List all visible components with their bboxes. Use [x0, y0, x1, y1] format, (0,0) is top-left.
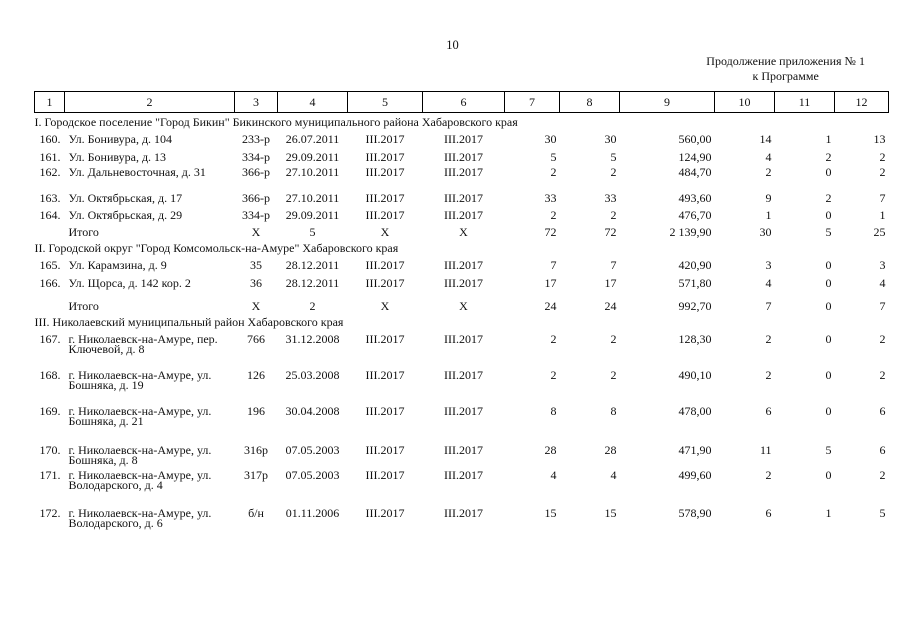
resettled-cell: 2 [610, 208, 617, 222]
private-cell: 1 [825, 506, 832, 520]
row-number: 167. [39, 332, 61, 346]
apartments-cell: 4 [765, 276, 772, 290]
municipal-cell: 6 [879, 443, 886, 457]
table-row [35, 189, 889, 206]
plan-date-cell: III.2017 [365, 150, 405, 164]
private-cell: 5 [825, 225, 832, 239]
plan-date-cell: III.2017 [365, 404, 405, 418]
table-row [35, 330, 889, 366]
decision-number-cell: 126 [247, 368, 265, 382]
municipal-cell: 2 [879, 332, 886, 346]
plan-date-cell: III.2017 [365, 165, 405, 179]
decision-number-cell: б/н [248, 506, 264, 520]
resettled-cell: 5 [610, 150, 617, 164]
resettlement-date-cell: III.2017 [444, 258, 483, 272]
address-cell: г. Николаевск-на-Амуре, ул. Бошняка, д. 21 [68, 404, 212, 428]
decision-date-cell: 28.12.2011 [285, 276, 340, 290]
table-row [35, 297, 889, 313]
private-cell: 0 [825, 208, 832, 222]
address-cell: Итого [68, 225, 99, 239]
appendix-line-1: Продолжение приложения № 1 [706, 54, 865, 68]
address-cell: Ул. Октябрьская, д. 29 [68, 208, 183, 222]
decision-date-cell: 29.09.2011 [285, 208, 340, 222]
row-number [35, 223, 65, 239]
resettlement-date-cell: III.2017 [444, 506, 483, 520]
persons-cell: 33 [544, 191, 557, 205]
area-cell: 490,10 [678, 368, 712, 382]
persons-cell: 17 [544, 276, 557, 290]
resettled-cell: 72 [604, 225, 617, 239]
decision-number-cell: 766 [247, 332, 265, 346]
decision-date-cell: 27.10.2011 [285, 191, 340, 205]
private-cell: 5 [825, 443, 832, 457]
program-table [34, 91, 889, 540]
area-cell: 499,60 [678, 468, 712, 482]
resettlement-date-cell: III.2017 [444, 404, 483, 418]
row-number: 172. [39, 506, 61, 520]
plan-date-cell: III.2017 [365, 368, 405, 382]
plan-date-cell: Х [380, 225, 390, 239]
header-cell-8: 8 [560, 92, 620, 113]
persons-cell: 2 [550, 368, 557, 382]
municipal-cell: 5 [879, 506, 886, 520]
plan-date-cell: III.2017 [365, 191, 405, 205]
area-cell: 560,00 [678, 132, 712, 146]
municipal-cell: 2 [879, 368, 886, 382]
municipal-cell: 1 [879, 208, 886, 222]
apartments-cell: 11 [759, 443, 772, 457]
decision-date-cell: 29.09.2011 [285, 150, 340, 164]
municipal-cell: 6 [879, 404, 886, 418]
persons-cell: 4 [550, 468, 557, 482]
decision-number-cell: Х [251, 299, 261, 313]
row-number: 168. [39, 368, 61, 382]
plan-date-cell: III.2017 [365, 332, 405, 346]
persons-cell: 5 [550, 150, 557, 164]
resettlement-date-cell: III.2017 [444, 468, 483, 482]
area-cell: 493,60 [678, 191, 712, 205]
plan-date-cell: III.2017 [365, 258, 405, 272]
apartments-cell: 1 [765, 208, 772, 222]
area-cell: 484,70 [678, 165, 712, 179]
section-row [35, 239, 889, 256]
table-row [35, 504, 889, 540]
resettled-cell: 15 [604, 506, 617, 520]
private-cell: 0 [825, 368, 832, 382]
table-row [35, 223, 889, 239]
persons-cell: 2 [550, 208, 557, 222]
header-cell-4: 4 [278, 92, 348, 113]
persons-cell: 8 [550, 404, 557, 418]
table-row [35, 130, 889, 148]
private-cell: 2 [825, 191, 832, 205]
section-title: I. Городское поселение "Город Бикин" Бикинского муниципального района Хабаровского края [34, 115, 518, 129]
plan-date-cell: Х [380, 299, 390, 313]
address-cell: г. Николаевск-на-Амуре, ул. Володарского, д. 6 [68, 506, 212, 530]
table-body [35, 113, 889, 541]
municipal-cell: 25 [873, 225, 886, 239]
resettlement-date-cell: III.2017 [444, 443, 483, 457]
table-header-row [35, 92, 889, 113]
area-cell: 571,80 [678, 276, 712, 290]
resettled-cell: 7 [610, 258, 617, 272]
row-number [35, 297, 65, 313]
municipal-cell: 2 [879, 468, 886, 482]
resettlement-date-cell: III.2017 [444, 332, 483, 346]
area-cell: 476,70 [678, 208, 712, 222]
plan-date-cell: III.2017 [365, 468, 405, 482]
apartments-cell: 14 [759, 132, 772, 146]
address-cell: Ул. Бонивура, д. 104 [68, 132, 173, 146]
area-cell: 2 139,90 [669, 225, 712, 239]
apartments-cell: 6 [765, 506, 772, 520]
resettled-cell: 8 [610, 404, 617, 418]
row-number: 164. [39, 208, 61, 222]
decision-date-cell: 07.05.2003 [285, 468, 340, 482]
area-cell: 578,90 [678, 506, 712, 520]
private-cell: 0 [825, 332, 832, 346]
address-cell: г. Николаевск-на-Амуре, ул. Володарского, д. 4 [68, 468, 212, 492]
apartments-cell: 7 [765, 299, 772, 313]
resettled-cell: 28 [604, 443, 617, 457]
header-cell-5: 5 [348, 92, 423, 113]
private-cell: 2 [825, 150, 832, 164]
private-cell: 0 [825, 258, 832, 272]
private-cell: 0 [825, 165, 832, 179]
decision-date-cell: 01.11.2006 [285, 506, 340, 520]
header-cell-1: 1 [35, 92, 65, 113]
row-number: 163. [39, 191, 61, 205]
address-cell: г. Николаевск-на-Амуре, ул. Бошняка, д. 8 [68, 443, 212, 467]
private-cell: 0 [825, 404, 832, 418]
resettled-cell: 2 [610, 332, 617, 346]
section-title: II. Городской округ "Город Комсомольск-на-Амуре" Хабаровского края [34, 241, 399, 255]
header-cell-11: 11 [775, 92, 835, 113]
table-row [35, 274, 889, 297]
decision-number-cell: 36 [250, 276, 262, 290]
decision-number-cell: 233-р [242, 132, 270, 146]
area-cell: 420,90 [678, 258, 712, 272]
address-cell: Ул. Карамзина, д. 9 [68, 258, 167, 272]
header-cell-2: 2 [65, 92, 235, 113]
plan-date-cell: III.2017 [365, 506, 405, 520]
apartments-cell: 2 [765, 368, 772, 382]
header-cell-6: 6 [423, 92, 505, 113]
decision-number-cell: 334-р [242, 150, 270, 164]
row-number: 160. [39, 132, 61, 146]
decision-date-cell: 07.05.2003 [285, 443, 340, 457]
table-row [35, 148, 889, 163]
row-number: 169. [39, 404, 61, 418]
municipal-cell: 13 [873, 132, 886, 146]
header-cell-3: 3 [235, 92, 278, 113]
address-cell: г. Николаевск-на-Амуре, ул. Бошняка, д. 19 [68, 368, 212, 392]
area-cell: 128,30 [678, 332, 712, 346]
decision-number-cell: 196 [247, 404, 265, 418]
resettlement-date-cell: Х [459, 299, 468, 313]
table-row [35, 441, 889, 466]
table-row [35, 206, 889, 223]
apartments-cell: 2 [765, 165, 772, 179]
plan-date-cell: III.2017 [365, 443, 405, 457]
header-cell-7: 7 [505, 92, 560, 113]
apartments-cell: 4 [765, 150, 772, 164]
municipal-cell: 4 [879, 276, 886, 290]
area-cell: 124,90 [678, 150, 712, 164]
municipal-cell: 2 [879, 150, 886, 164]
decision-date-cell: 2 [309, 299, 316, 313]
row-number: 170. [39, 443, 61, 457]
decision-number-cell: 317р [244, 468, 268, 482]
header-cell-9: 9 [620, 92, 715, 113]
resettlement-date-cell: III.2017 [444, 165, 483, 179]
header-cell-10: 10 [715, 92, 775, 113]
municipal-cell: 2 [879, 165, 886, 179]
decision-number-cell: 316р [244, 443, 268, 457]
persons-cell: 72 [544, 225, 557, 239]
header-cell-12: 12 [835, 92, 889, 113]
resettled-cell: 4 [610, 468, 617, 482]
persons-cell: 28 [544, 443, 557, 457]
decision-date-cell: 31.12.2008 [285, 332, 340, 346]
area-cell: 471,90 [678, 443, 712, 457]
appendix-line-2: к Программе [752, 69, 819, 83]
decision-date-cell: 28.12.2011 [285, 258, 340, 272]
resettled-cell: 17 [604, 276, 617, 290]
page-number: 10 [446, 38, 459, 52]
section-row [35, 313, 889, 330]
private-cell: 1 [825, 132, 832, 146]
decision-number-cell: 366-р [242, 191, 270, 205]
private-cell: 0 [825, 468, 832, 482]
apartments-cell: 9 [765, 191, 772, 205]
persons-cell: 7 [550, 258, 557, 272]
persons-cell: 2 [550, 165, 557, 179]
decision-date-cell: 30.04.2008 [285, 404, 340, 418]
resettled-cell: 30 [604, 132, 617, 146]
resettlement-date-cell: III.2017 [444, 150, 483, 164]
resettled-cell: 24 [604, 299, 617, 313]
apartments-cell: 2 [765, 468, 772, 482]
row-number: 161. [39, 150, 61, 164]
decision-date-cell: 27.10.2011 [285, 165, 340, 179]
table-row [35, 256, 889, 274]
resettled-cell: 2 [610, 165, 617, 179]
row-number: 166. [39, 276, 61, 290]
decision-date-cell: 26.07.2011 [285, 132, 340, 146]
address-cell: г. Николаевск-на-Амуре, пер. Ключевой, д. 8 [68, 332, 218, 356]
plan-date-cell: III.2017 [365, 276, 405, 290]
plan-date-cell: III.2017 [365, 132, 405, 146]
area-cell: 478,00 [678, 404, 712, 418]
resettled-cell: 33 [604, 191, 617, 205]
apartments-cell: 2 [765, 332, 772, 346]
resettlement-date-cell: III.2017 [444, 132, 483, 146]
persons-cell: 30 [544, 132, 557, 146]
municipal-cell: 7 [879, 299, 886, 313]
private-cell: 0 [825, 276, 832, 290]
resettlement-date-cell: III.2017 [444, 208, 483, 222]
table-row [35, 402, 889, 441]
resettlement-date-cell: III.2017 [444, 368, 483, 382]
address-cell: Ул. Октябрьская, д. 17 [68, 191, 183, 205]
persons-cell: 15 [544, 506, 557, 520]
appendix-caption [706, 54, 865, 84]
resettled-cell: 2 [610, 368, 617, 382]
apartments-cell: 6 [765, 404, 772, 418]
area-cell: 992,70 [678, 299, 712, 313]
address-cell: Итого [68, 299, 99, 313]
decision-number-cell: 334-р [242, 208, 270, 222]
persons-cell: 2 [550, 332, 557, 346]
decision-date-cell: 25.03.2008 [285, 368, 340, 382]
decision-date-cell: 5 [309, 225, 316, 239]
row-number: 162. [39, 165, 61, 179]
apartments-cell: 30 [759, 225, 772, 239]
address-cell: Ул. Дальневосточная, д. 31 [68, 165, 206, 179]
municipal-cell: 7 [879, 191, 886, 205]
persons-cell: 24 [544, 299, 557, 313]
private-cell: 0 [825, 299, 832, 313]
address-cell: Ул. Бонивура, д. 13 [68, 150, 167, 164]
table-row [35, 366, 889, 402]
row-number: 171. [39, 468, 61, 482]
resettlement-date-cell: III.2017 [444, 191, 483, 205]
table-row [35, 163, 889, 189]
section-title: III. Николаевский муниципальный район Хабаровского края [34, 315, 344, 329]
resettlement-date-cell: III.2017 [444, 276, 483, 290]
decision-number-cell: 366-р [242, 165, 270, 179]
municipal-cell: 3 [879, 258, 886, 272]
decision-number-cell: 35 [250, 258, 262, 272]
apartments-cell: 3 [765, 258, 772, 272]
section-row [35, 113, 889, 131]
resettlement-date-cell: Х [459, 225, 468, 239]
table-row [35, 466, 889, 504]
address-cell: Ул. Щорса, д. 142 кор. 2 [68, 276, 191, 290]
decision-number-cell: Х [251, 225, 261, 239]
row-number: 165. [39, 258, 61, 272]
plan-date-cell: III.2017 [365, 208, 405, 222]
